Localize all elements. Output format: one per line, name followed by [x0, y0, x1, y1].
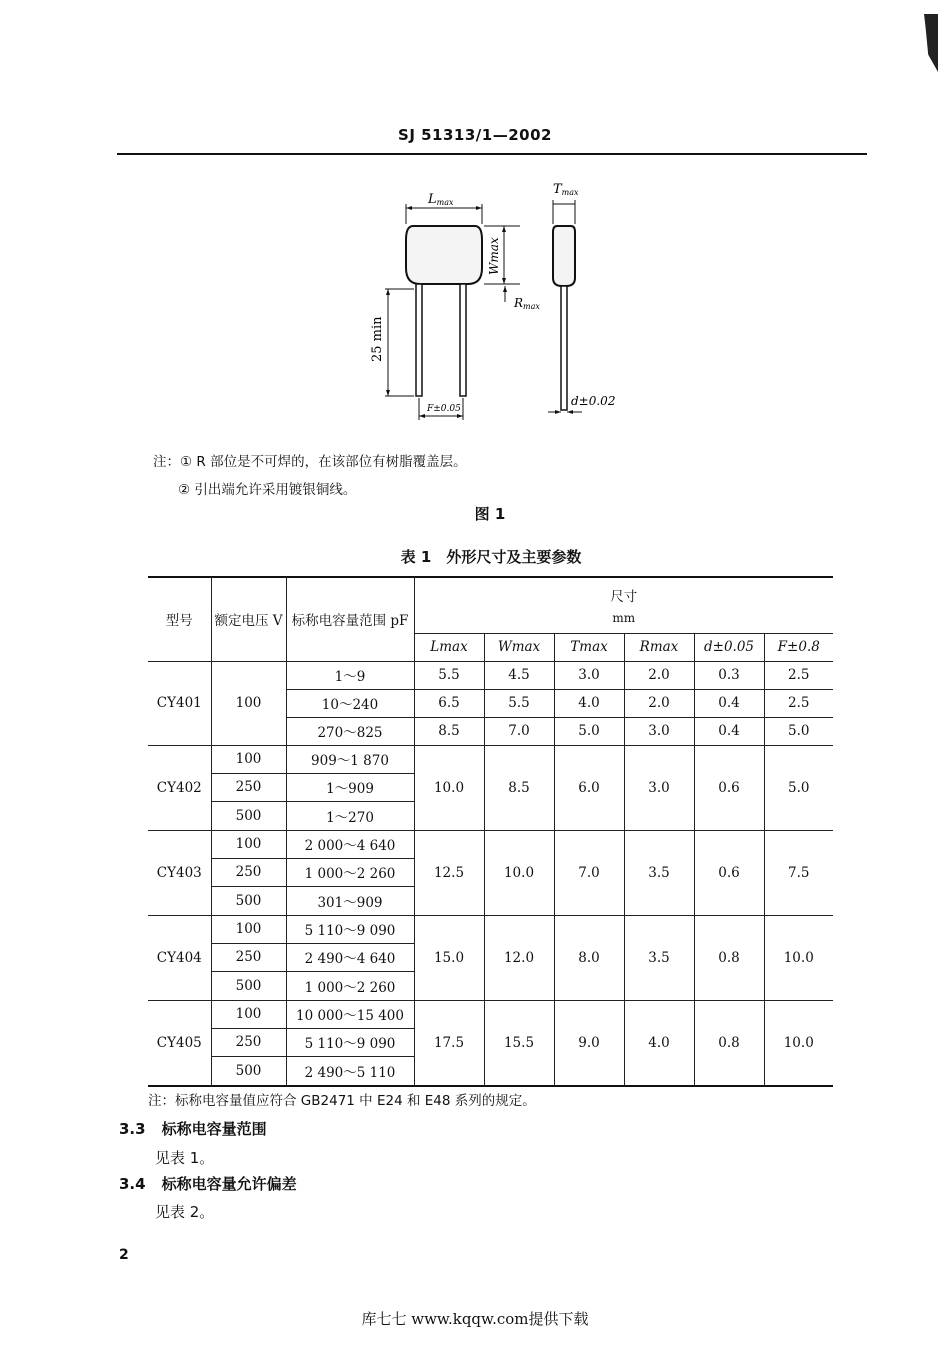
- l-cell: 17.5: [414, 1000, 484, 1086]
- w-cell: 15.5: [484, 1000, 554, 1086]
- r-cell: 3.5: [624, 915, 694, 1000]
- standard-number: SJ 51313/1—2002: [398, 126, 552, 144]
- d-cell: 0.4: [694, 689, 764, 717]
- l-cell: 8.5: [414, 717, 484, 745]
- header-f: F±0.8: [764, 633, 833, 661]
- cap-cell: 1 000～2 260: [287, 859, 414, 887]
- figure-note-2: ② 引出端允许采用镀银铜线。: [178, 482, 357, 498]
- header-rule: [117, 153, 867, 155]
- voltage-cell: 250: [212, 774, 286, 802]
- d-tol-label: d±0.02: [571, 394, 616, 408]
- voltage-cell: 100: [212, 831, 286, 859]
- table-row: [148, 915, 833, 1000]
- download-footer: 库七七 www.kqqw.com提供下载: [361, 1310, 589, 1328]
- voltage-cell: 250: [212, 859, 286, 887]
- capacitor-body-front: [406, 226, 482, 284]
- r-cell: 4.0: [624, 1000, 694, 1086]
- section-3-4: [119, 1173, 297, 1194]
- l-cell: 10.0: [414, 745, 484, 830]
- f-cell: 2.5: [764, 689, 833, 717]
- t-cell: 9.0: [554, 1000, 624, 1086]
- model-cell: CY405: [148, 1000, 211, 1086]
- r-cell: 3.5: [624, 830, 694, 915]
- lead-side: [561, 286, 567, 410]
- d-cell: 0.6: [694, 745, 764, 830]
- f-cell: 5.0: [764, 717, 833, 745]
- f-cell: 10.0: [764, 1000, 833, 1086]
- w-cell: 8.5: [484, 745, 554, 830]
- d-cell: 0.4: [694, 717, 764, 745]
- scan-mark: [924, 14, 938, 72]
- capacitor-drawing: [360, 178, 620, 428]
- model-cell: CY404: [148, 915, 211, 1000]
- voltage-cell: 500: [235, 977, 262, 994]
- cap-cell: 5 110～9 090: [287, 916, 414, 944]
- dimensions-table: [148, 576, 833, 1087]
- cap-cell: 1 000～2 260: [304, 979, 396, 996]
- t-cell: 6.0: [554, 745, 624, 830]
- cap-cell: 301～909: [317, 894, 383, 911]
- cap-cell: 2 490～5 110: [304, 1064, 396, 1081]
- figure-caption: 图 1: [474, 505, 506, 523]
- rmax-label: R: [514, 296, 524, 310]
- t-cell: 7.0: [554, 830, 624, 915]
- d-cell: 0.6: [694, 830, 764, 915]
- cap-cell: 1～270: [326, 809, 374, 826]
- cap-cell: 270～825: [286, 717, 414, 745]
- voltage-cell: 500: [235, 892, 262, 909]
- l-cell: 15.0: [414, 915, 484, 1000]
- section-body: 见表 2。: [155, 1203, 215, 1221]
- svg-text:Rmax: [513, 296, 540, 311]
- header-lmax: Lmax: [414, 633, 484, 661]
- d-cell: 0.8: [694, 915, 764, 1000]
- voltage-cell: 500: [235, 807, 262, 824]
- lmax-label: L: [428, 192, 437, 207]
- voltage-cell: 250: [212, 1029, 286, 1057]
- w-cell: 7.0: [484, 717, 554, 745]
- r-cell: 2.0: [624, 689, 694, 717]
- r-cell: 2.0: [624, 661, 694, 689]
- lead-length-label: 25 min: [370, 316, 385, 362]
- l-cell: 5.5: [414, 661, 484, 689]
- model-cell: CY402: [148, 745, 211, 830]
- header-capacitance: 标称电容量范围 pF: [286, 577, 414, 661]
- w-cell: 10.0: [484, 830, 554, 915]
- voltage-cell: 250: [212, 944, 286, 972]
- t-cell: 3.0: [554, 661, 624, 689]
- f-cell: 2.5: [764, 661, 833, 689]
- voltage-cell: 100: [212, 1001, 286, 1029]
- l-cell: 6.5: [414, 689, 484, 717]
- t-cell: 5.0: [554, 717, 624, 745]
- page-number: 2: [119, 1247, 129, 1263]
- f-cell: 5.0: [764, 745, 833, 830]
- r-cell: 3.0: [624, 745, 694, 830]
- model-cell: CY403: [148, 830, 211, 915]
- lead-left: [416, 284, 422, 396]
- d-cell: 0.3: [694, 661, 764, 689]
- table-note: 注：标称电容量值应符合 GB2471 中 E24 和 E48 系列的规定。: [148, 1093, 536, 1109]
- f-cell: 10.0: [764, 915, 833, 1000]
- capacitor-body-side: [553, 226, 575, 286]
- w-cell: 4.5: [484, 661, 554, 689]
- header-dims-title: 尺寸: [610, 589, 638, 606]
- header-dimensions: [414, 577, 833, 633]
- header-rmax: Rmax: [624, 633, 694, 661]
- lmax-sub: max: [436, 198, 454, 207]
- cap-cell: 1～909: [287, 774, 414, 802]
- t-cell: 8.0: [554, 915, 624, 1000]
- l-cell: 12.5: [414, 830, 484, 915]
- voltage-cell: 100: [212, 916, 286, 944]
- section-number: 3.4: [119, 1175, 146, 1193]
- header-tmax: Tmax: [554, 633, 624, 661]
- voltage-cell: 500: [235, 1062, 262, 1079]
- voltage-cell: 100: [212, 746, 286, 774]
- model-cell: CY401: [148, 661, 211, 745]
- tmax-sub: max: [561, 188, 579, 197]
- section-number: 3.3: [119, 1120, 146, 1138]
- tmax-label: T: [553, 182, 562, 197]
- figure-note-1: 注：① R 部位是不可焊的，在该部位有树脂覆盖层。: [153, 454, 467, 470]
- rmax-sub: max: [523, 302, 540, 311]
- d-cell: 0.8: [694, 1000, 764, 1086]
- section-body: 见表 1。: [155, 1149, 215, 1167]
- cap-cell: 909～1 870: [287, 746, 414, 774]
- r-cell: 3.0: [624, 717, 694, 745]
- cap-cell: 10 000～15 400: [287, 1001, 414, 1029]
- table-row: [148, 661, 833, 689]
- section-title: 标称电容量范围: [161, 1120, 267, 1138]
- t-cell: 4.0: [554, 689, 624, 717]
- header-d: d±0.05: [694, 633, 764, 661]
- table-caption: 表 1 外形尺寸及主要参数: [400, 548, 582, 566]
- header-wmax: Wmax: [484, 633, 554, 661]
- w-cell: 5.5: [484, 689, 554, 717]
- cap-cell: 5 110～9 090: [287, 1029, 414, 1057]
- table-row: [148, 745, 833, 830]
- section-title: 标称电容量允许偏差: [161, 1175, 297, 1193]
- wmax-label: Wmax: [487, 237, 501, 275]
- svg-text:Tmax: [553, 182, 579, 197]
- f-tol-label: F±0.05: [427, 404, 461, 414]
- lead-right: [460, 284, 466, 396]
- cap-cell: 10～240: [286, 689, 414, 717]
- cap-cell: 2 000～4 640: [287, 831, 414, 859]
- cap-cell: 1～9: [286, 661, 414, 689]
- f-cell: 7.5: [764, 830, 833, 915]
- voltage-cell: 100: [211, 661, 286, 745]
- header-voltage: 额定电压 V: [211, 577, 286, 661]
- w-cell: 12.0: [484, 915, 554, 1000]
- cap-cell: 2 490～4 640: [287, 944, 414, 972]
- table-row: [148, 1000, 833, 1086]
- table-row: [148, 830, 833, 915]
- header-dims-unit: mm: [612, 611, 636, 626]
- section-3-3: [119, 1118, 267, 1139]
- header-model: 型号: [148, 577, 211, 661]
- svg-text:Lmax: [427, 192, 454, 207]
